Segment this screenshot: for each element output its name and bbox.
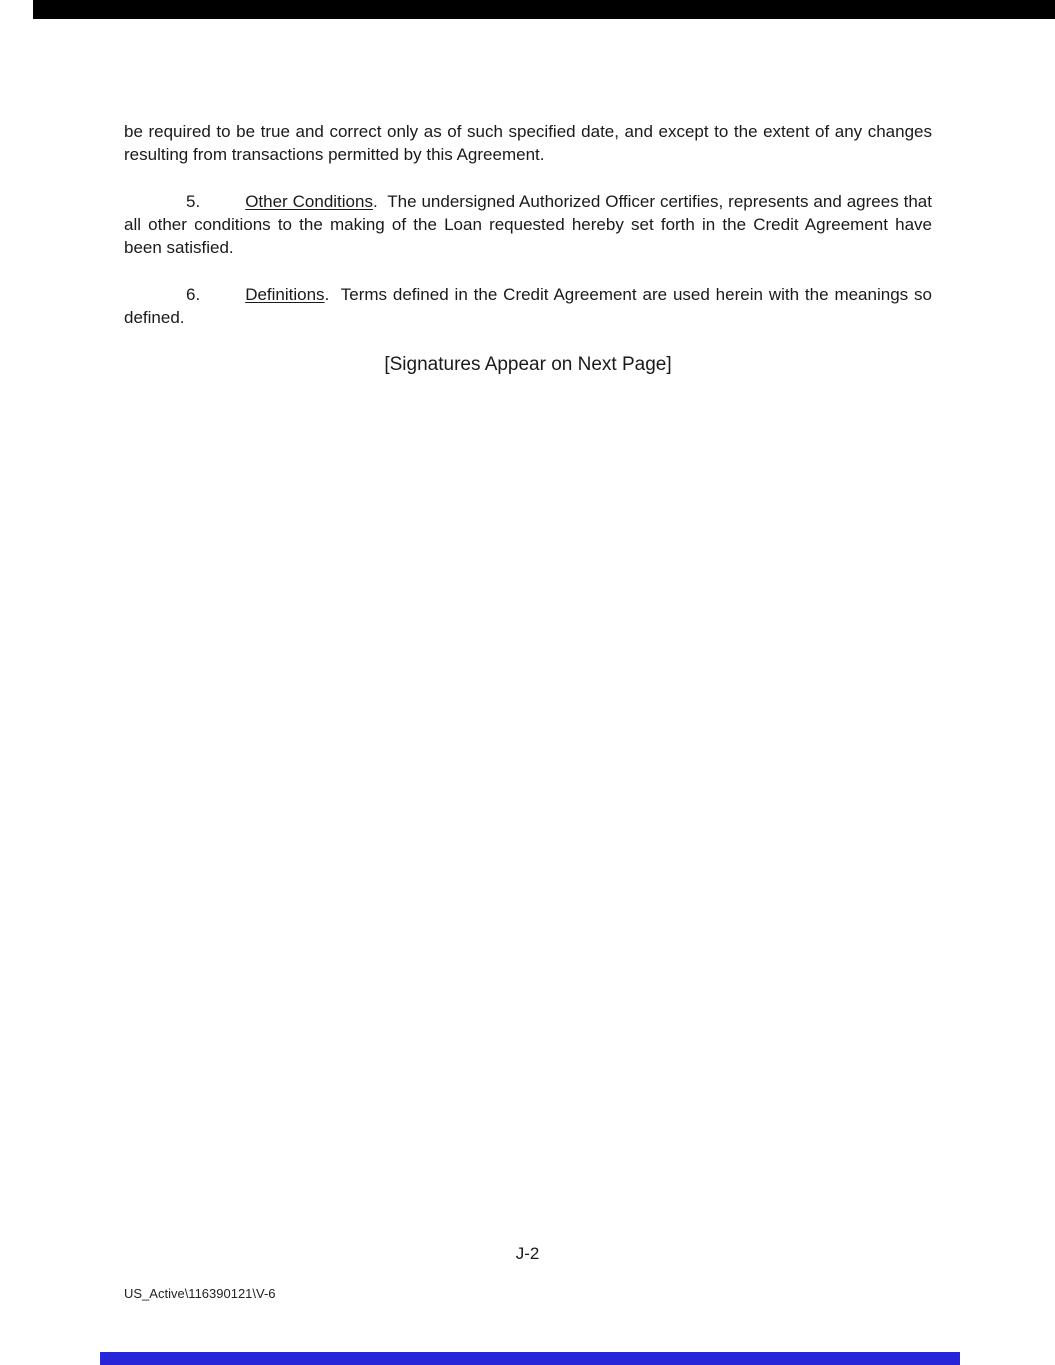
intro-paragraph	[124, 120, 937, 166]
section-number: 6.	[186, 285, 201, 304]
section-number: 5.	[186, 192, 201, 211]
section-heading-definitions: Definitions	[245, 285, 325, 304]
footer-doc-id: US_Active\116390121\V-6	[124, 1286, 276, 1301]
bottom-scan-artifact-bar	[100, 1352, 960, 1365]
footer-page-number: J-2	[515, 1244, 540, 1263]
section-text: . The undersigned Authorized Officer certifies, represents and agrees that all other conditions to the making of the Loan requested hereby set forth in the Credit Agreement have been satisfied.	[124, 192, 937, 257]
top-scan-artifact-bar	[33, 0, 1055, 19]
document-body	[124, 120, 937, 400]
intro-paragraph-text: be required to be true and correct only as of such specified date, and except to the extent of any changes resulting from transactions permitted by this Agreement.	[124, 122, 937, 164]
section-paragraph-definitions	[124, 283, 937, 329]
section-paragraph-other-conditions	[124, 190, 937, 259]
signature-notice: [Signatures Appear on Next Page]	[384, 354, 672, 375]
section-text: . Terms defined in the Credit Agreement are used herein with the meanings so defined.	[124, 285, 937, 327]
section-heading-other-conditions: Other Conditions	[245, 192, 373, 211]
